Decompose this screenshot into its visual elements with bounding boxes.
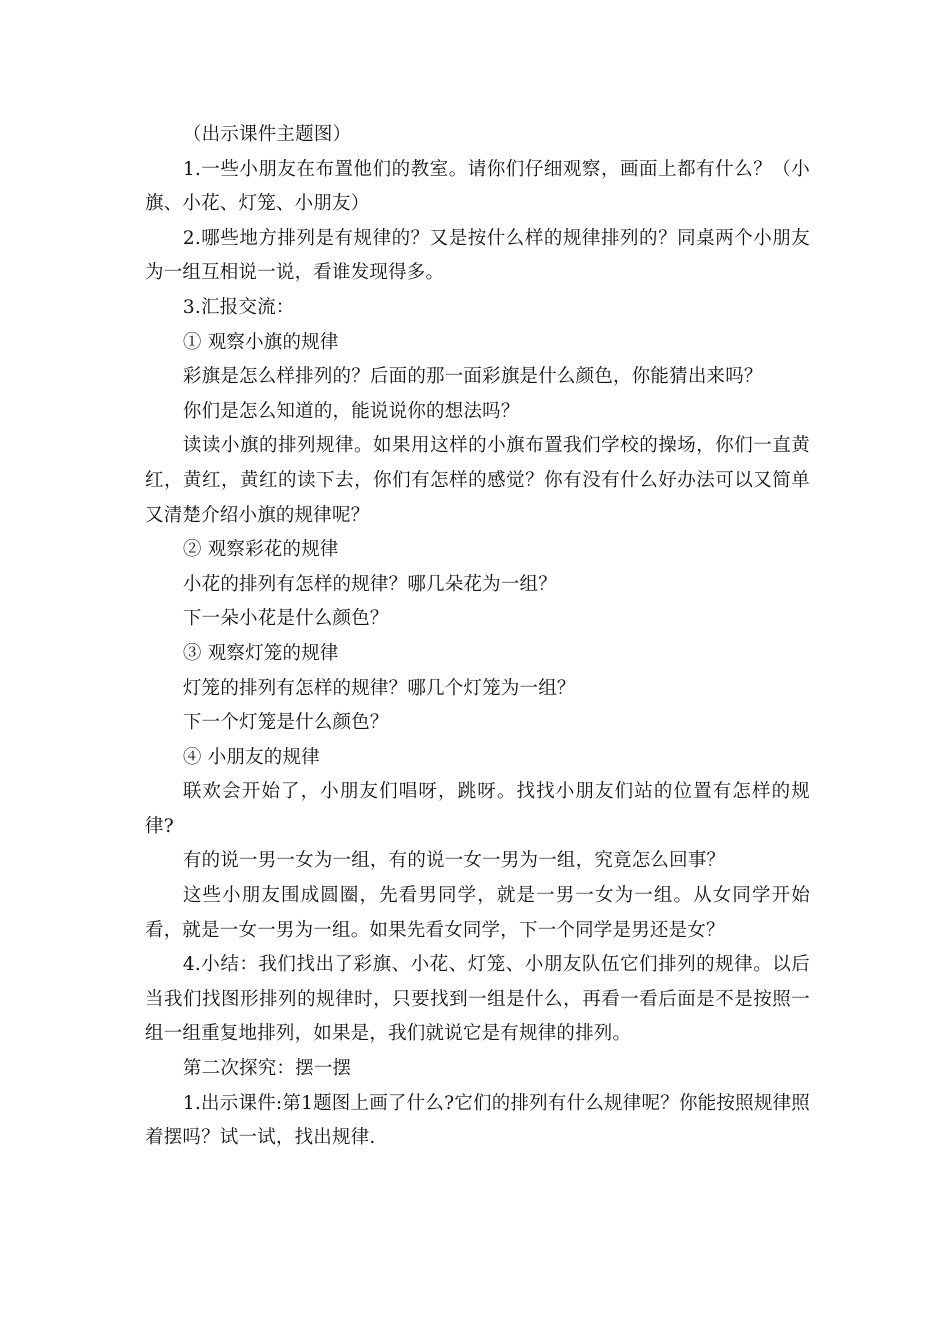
paragraph-flower-next: 下一朵小花是什么颜色？ <box>182 608 389 630</box>
paragraph-lantern-heading: ③ 观察灯笼的规律 <box>182 642 339 664</box>
paragraph-children-heading: ④ 小朋友的规律 <box>182 746 320 768</box>
paragraph-children-position: 联欢会开始了，小朋友们唱呀，跳呀。找找小朋友们站的位置有怎样的规律? <box>145 781 810 837</box>
paragraph-flag-question: 彩旗是怎么样排列的？后面的那一面彩旗是什么颜色，你能猜出来吗？ <box>182 366 763 388</box>
paragraph-courseware-note: （出示课件主题图） <box>182 124 352 145</box>
paragraph-lantern-question: 灯笼的排列有怎样的规律？哪几个灯笼为一组？ <box>182 677 576 699</box>
paragraph-children-circle: 这些小朋友围成圆圈，先看男同学，就是一男一女为一组。从女同学开始看，就是一女一男为一组。如果先看女同学，下一个同学是男还是女？ <box>145 885 810 941</box>
paragraph-find-patterns: 2.哪些地方排列是有规律的？又是按什么样的规律排列的？同桌两个小朋友为一组互相说一说，看谁发现得多。 <box>145 227 810 284</box>
paragraph-courseware-question: 1.出示课件:第1题图上画了什么?它们的排列有什么规律呢？你能按照规律照着摆吗？试一试，找出规律. <box>145 1092 810 1149</box>
paragraph-flower-heading: ② 观察彩花的规律 <box>182 539 339 561</box>
paragraph-flag-heading: ① 观察小旗的规律 <box>182 331 339 353</box>
paragraph-lantern-next: 下一个灯笼是什么颜色？ <box>182 712 389 734</box>
paragraph-summary: 4.小结：我们找出了彩旗、小花、灯笼、小朋友队伍它们排列的规律。以后当我们找图形排列的规律时，只要找到一组是什么，再看一看后面是不是按照一组一组重复地排列，如果是，我们就说它是有规律的排列。 <box>145 954 810 1045</box>
paragraph-second-exploration: 第二次探究：摆一摆 <box>182 1058 352 1080</box>
paragraph-observe-classroom: 1.一些小朋友在布置他们的教室。请你们仔细观察，画面上都有什么？（小旗、小花、灯笼、小朋友） <box>145 158 810 215</box>
paragraph-flag-reason: 你们是怎么知道的，能说说你的想法吗？ <box>182 400 520 422</box>
paragraph-children-group: 有的说一男一女为一组，有的说一女一男为一组，究竟怎么回事？ <box>182 850 726 872</box>
lesson-plan-text <box>145 118 810 1156</box>
paragraph-flower-question: 小花的排列有怎样的规律？哪几朵花为一组？ <box>182 573 557 595</box>
paragraph-flag-reading: 读读小旗的排列规律。如果用这样的小旗布置我们学校的操场，你们一直黄红，黄红，黄红的读下去，你们有怎样的感觉？你有没有什么好办法可以又简单又清楚介绍小旗的规律呢？ <box>145 435 810 526</box>
paragraph-report-heading: 3.汇报交流： <box>182 296 295 318</box>
